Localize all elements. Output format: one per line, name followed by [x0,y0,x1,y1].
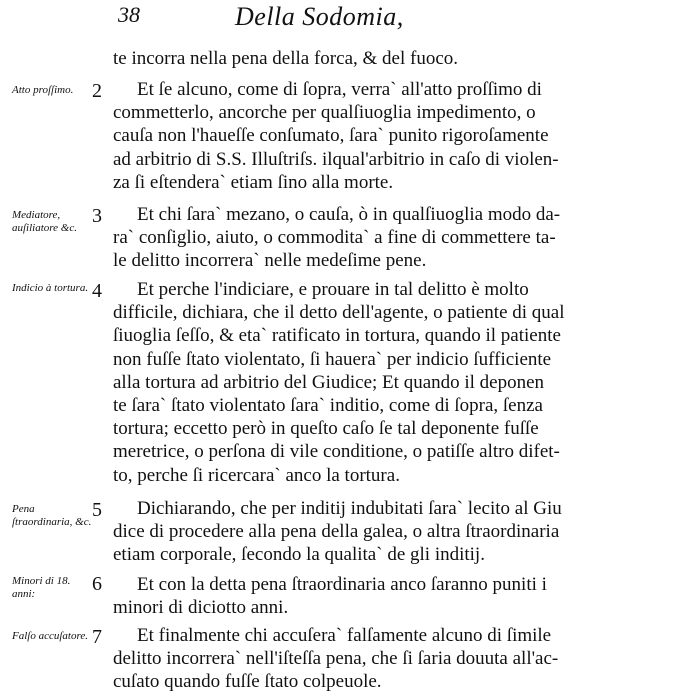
text-line: minori di diciotto anni. [113,597,289,619]
text-line: alla tortura ad arbitrio del Giudice; Et quando il deponen [113,371,545,393]
paragraph-text [113,203,678,273]
running-title: Della Sodomia, [235,2,404,31]
text-line: to, perche ſi ricercara` anco la tortura. [113,464,400,486]
margin-note: Indicio à tortura. [12,282,89,294]
text-line: cauſa non l'haueſſe conſumato, ſara` punito rigoroſamente [113,125,549,147]
text-line: Et con la detta pena ſtraordinaria anco ſaranno puniti i [137,574,547,595]
text-line: za ſi eſtendera` etiam ſino alla morte. [113,171,394,193]
page-number: 38 [118,2,140,27]
paragraph-text [113,497,678,567]
text-line: meretrice, o perſona di vile conditione, o patiſſe altro difet- [113,441,560,463]
paragraph-number: 3 [92,205,102,227]
margin-note: Atto proſſimo. [12,84,74,96]
text-line: Et chi ſara` mezano, o cauſa, ò in qualſiuoglia modo da- [137,204,561,225]
text-line: non fuſſe ſtato violentato, ſi hauera` per indicio ſufficiente [113,348,552,370]
text-line: Et perche l'indiciare, e prouare in tal delitto è molto [137,279,529,300]
paragraph-text [113,624,678,694]
paragraph-number: 2 [92,80,102,102]
paragraph-number: 7 [92,626,102,648]
text-line: ſiuoglia ſeſſo, & eta` ratificato in tortura, quando il patiente [113,325,561,347]
margin-note: Falſo accuſatore. [12,630,88,642]
text-line: ra` conſiglio, aiuto, o commodita` a fine di commettere ta- [113,227,556,249]
margin-note: Minori di 18. anni: [12,575,71,600]
paragraph-number: 6 [92,573,102,595]
text-line: dice di procedere alla pena della galea, o altra ſtraordinaria [113,521,560,543]
text-line: etiam corporale, ſecondo la qualita` de gli inditij. [113,544,485,566]
text-line: cuſato quando fuſſe ſtato colpeuole. [113,671,382,693]
text-line: Et ſe alcuno, come di ſopra, verra` all'atto proſſimo di [137,79,542,100]
page-header [0,2,686,36]
paragraph-text [113,78,678,194]
text-line: difficile, dichiara, che il detto dell'agente, o patiente di qual [113,302,565,324]
paragraph-text [113,278,678,487]
continuation-line: te incorra nella pena della forca, & del fuoco. [113,48,458,69]
text-line: te ſara` ſtato violentato ſara` inditio, come di ſopra, ſenza [113,395,543,417]
paragraph-text [113,573,678,619]
text-line: ad arbitrio di S.S. Illuſtriſs. ilqual'arbitrio in caſo di violen- [113,148,559,170]
text-line: commetterlo, ancorche per qualſiuoglia impedimento, o [113,102,536,124]
text-line: delitto incorrera` nell'iſteſſa pena, che ſi ſaria douuta all'ac- [113,648,559,670]
text-line: tortura; eccetto però in queſto caſo ſe tal deponente fuſſe [113,418,539,440]
paragraph-number: 4 [92,280,102,302]
text-line: Dichiarando, che per inditij indubitati ſara` lecito al Giu [137,498,562,519]
paragraph-number: 5 [92,499,102,521]
margin-note: Mediatore, auſiliatore &c. [12,209,77,234]
margin-note: Pena ſtraordinaria, &c. [12,503,92,528]
text-line: le delitto incorrera` nelle medeſime pene. [113,250,427,272]
text-line: Et finalmente chi accuſera` falſamente alcuno di ſimile [137,625,552,646]
